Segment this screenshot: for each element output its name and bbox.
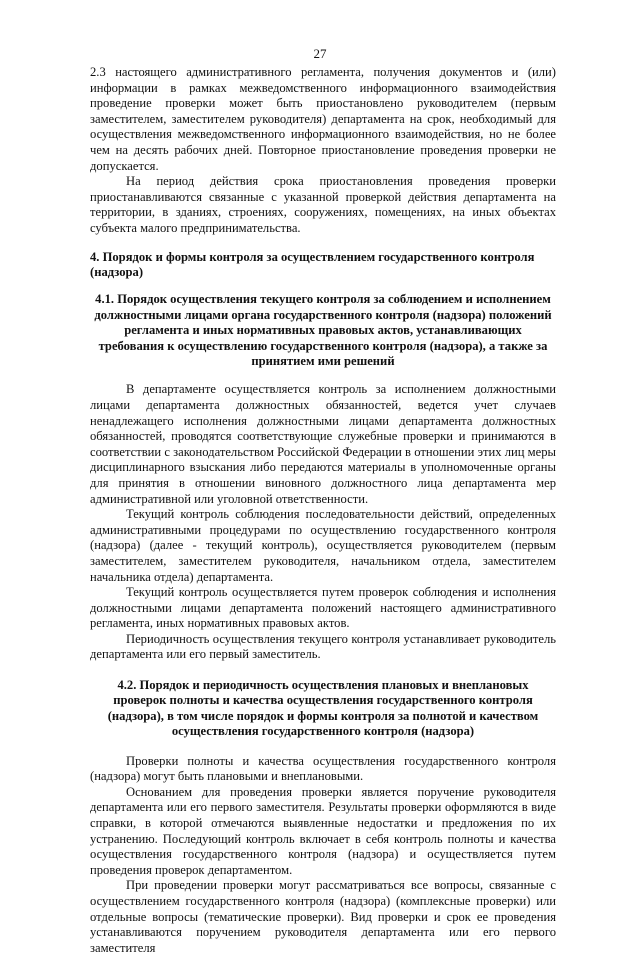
section-4-1-heading: 4.1. Порядок осуществления текущего контроля за соблюдением и исполнением должностными лицами органа государственного контроля (надзора) положений регламента и иных нормативных правовых актов, устанавливающих требования к осуществлению государственного контроля (надзора), а также за принятием ими решений: [94, 292, 552, 368]
paragraph-4-1-4: Периодичность осуществления текущего контроля устанавливает руководитель департамента или его первый заместитель.: [90, 631, 556, 662]
paragraph-top-1: 2.3 настоящего административного регламента, получения документов и (или) информации в рамках межведомственного информационного взаимодействия проведение проверки может быть приостановлено руководителем (первым заместителем, заместителем руководителя) департамента на срок, необходимый для осуществления межведомственного информационного взаимодействия, но не более чем на десять рабочих дней. Повторное приостановление проведения проверки не допускается.: [90, 65, 556, 173]
page-content: [90, 65, 556, 956]
section-4-heading: 4. Порядок и формы контроля за осуществлением государственного контроля (надзора): [90, 249, 535, 279]
paragraph-4-2-1: Проверки полноты и качества осуществления государственного контроля (надзора) могут быть плановыми и внеплановыми.: [90, 753, 556, 784]
section-4-2-heading: 4.2. Порядок и периодичность осуществления плановых и внеплановых проверок полноты и качества осуществления государственного контроля (надзора), в том числе порядок и формы контроля за полнотой и качеством осуществления государственного контроля (надзора): [107, 678, 539, 739]
paragraph-4-2-3: При проведении проверки могут рассматриваться все вопросы, связанные с осуществлением государственного контроля (надзора) (комплексные проверки) или отдельные вопросы (тематические проверки). Вид проверки и срок ее проведения устанавливаются поручением руководителя департамента или его первого заместителя: [90, 878, 556, 955]
paragraph-4-1-1: В департаменте осуществляется контроль за исполнением должностными лицами департамента должностных обязанностей, ведется учет случаев ненадлежащего исполнения должностными лицами департамента должностных обязанностей, проводятся соответствующие служебные проверки и принимаются в соответствии с законодательством Российской Федерации в отношении этих лиц меры дисциплинарного взыскания либо передаются материалы в уполномоченные органы для принятия в отношении виновного должностного лица департамента мер административной или уголовной ответственности.: [90, 382, 556, 506]
paragraph-4-1-3: Текущий контроль осуществляется путем проверок соблюдения и исполнения должностными лицами департамента положений настоящего административного регламента, иных нормативных правовых актов.: [90, 585, 556, 631]
paragraph-4-2-2: Основанием для проведения проверки является поручение руководителя департамента или его первого заместителя. Результаты проверки оформляются в виде справки, в которой отмечаются выявленные недостатки и предложения по их устранению. Последующий контроль включает в себя контроль полноты и качества осуществления государственного контроля (надзора) и осуществляется путем проведения проверок департаментом.: [90, 784, 556, 877]
page-number: 27: [313, 46, 327, 61]
paragraph-top-2: На период действия срока приостановления проведения проверки приостанавливаются связанные с указанной проверкой действия департамента на территории, в зданиях, строениях, сооружениях, помещениях, на иных объектах субъекта малого предпринимательства.: [90, 174, 556, 235]
paragraph-4-1-2: Текущий контроль соблюдения последовательности действий, определенных административными процедурами по осуществлению государственного контроля (надзора) (далее - текущий контроль), осуществляется руководителем (первым заместителем, заместителем руководителя, начальником отдела, заместителем начальника отдела) департамента.: [90, 507, 556, 584]
